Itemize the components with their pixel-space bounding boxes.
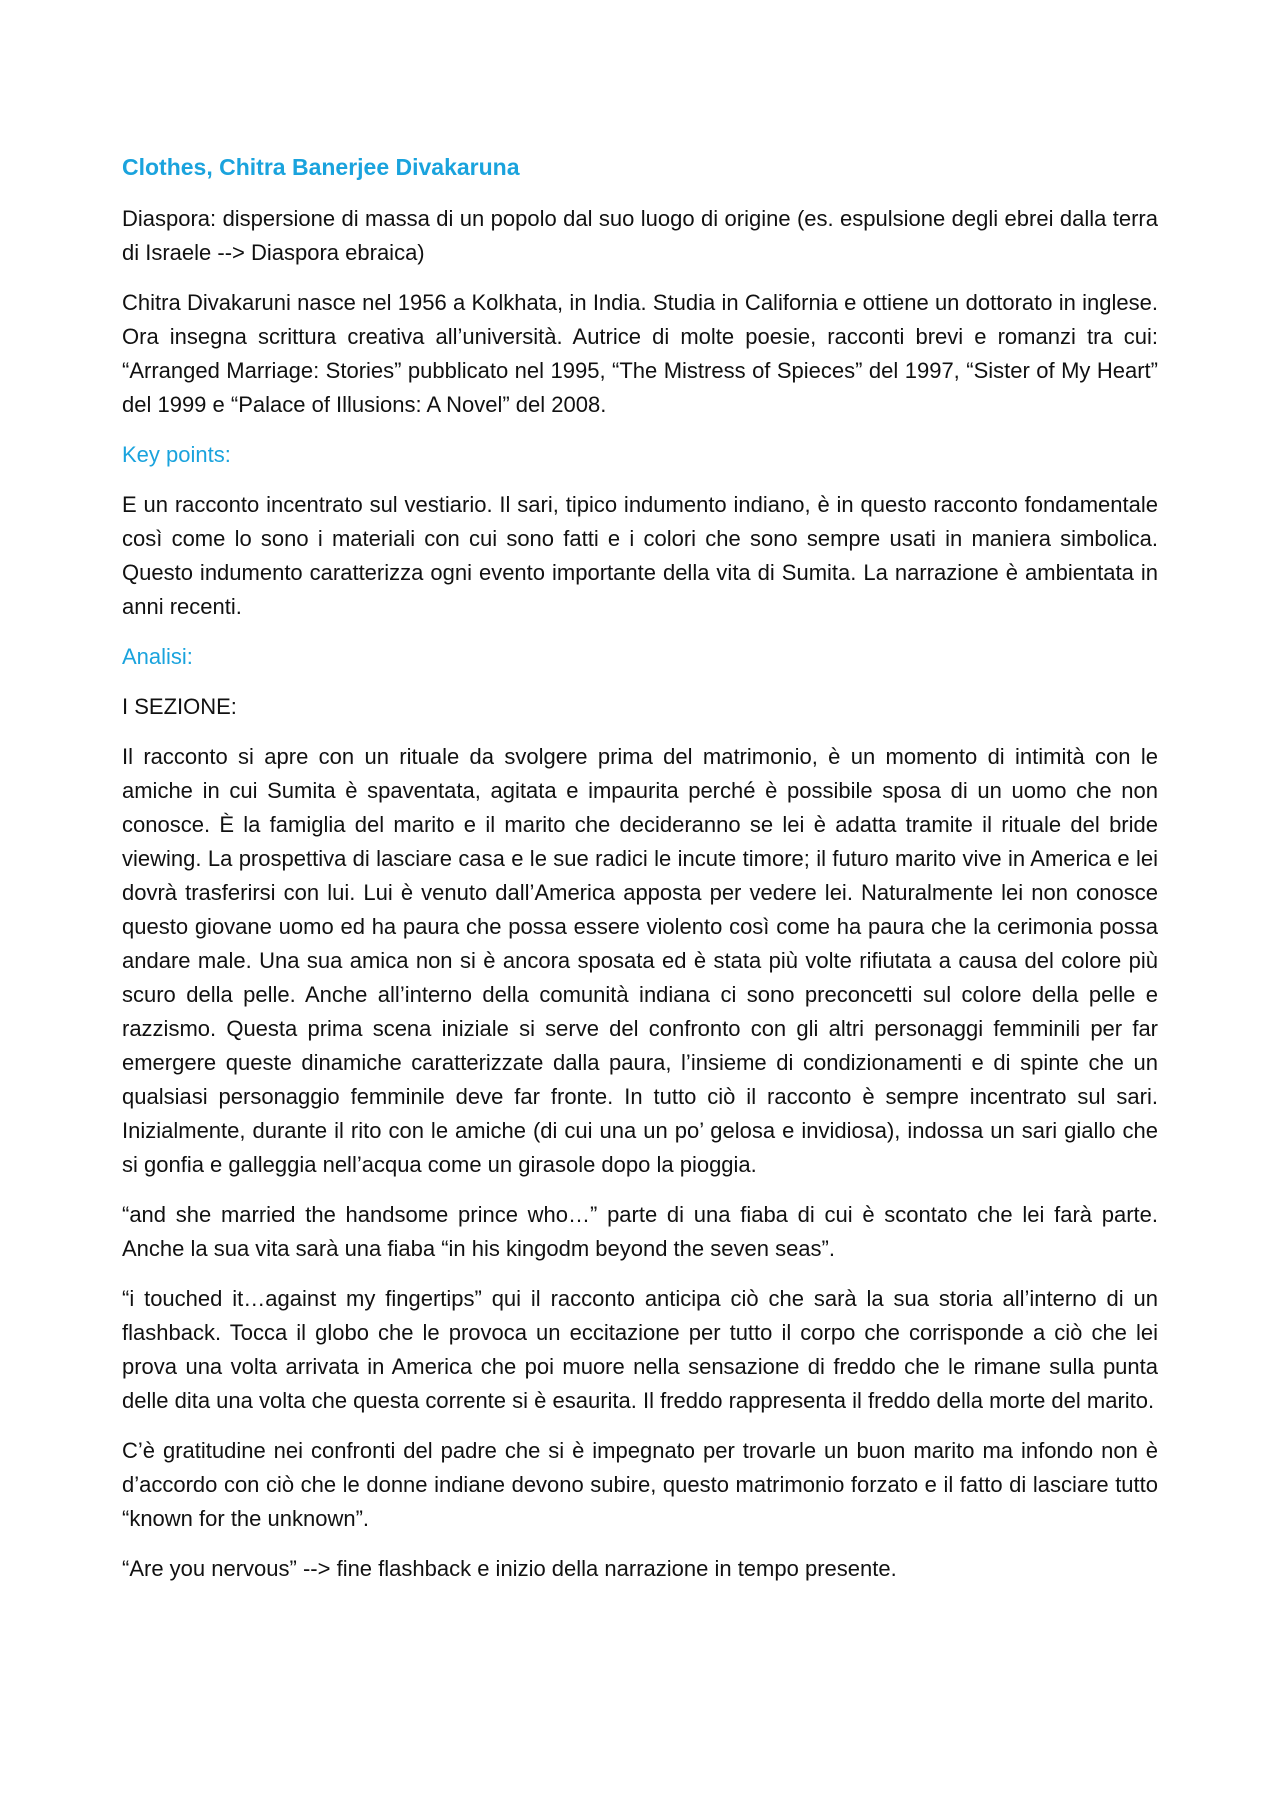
analysis-paragraph: Il racconto si apre con un rituale da svolgere prima del matrimonio, è un momento di intimità con le amiche in cui Sumita è spaventata, agitata e impaurita perché è possibile sposa di un uomo che non conosce. È la famiglia del marito e il marito che decideranno se lei è adatta tramite il rituale del bride viewing. La prospettiva di lasciare casa e le sue radici le incute timore; il futuro marito vive in America e lei dovrà trasferirsi con lui. Lui è venuto dall’America apposta per vedere lei. Naturalmente lei non conosce questo giovane uomo ed ha paura che possa essere violento così come ha paura che la cerimonia possa andare male. Una sua amica non si è ancora sposata ed è stata più volte rifiutata a causa del colore più scuro della pelle. Anche all’interno della comunità indiana ci sono preconcetti sul colore della pelle e razzismo. Questa prima scena iniziale si serve del confronto con gli altri personaggi femminili per far emergere queste dinamiche caratterizzate dalla paura, l’insieme di condizionamenti e di spinte che un qualsiasi personaggio femminile deve far fronte. In tutto ciò il racconto è sempre incentrato sul sari. Inizialmente, durante il rito con le amiche (di cui una un po’ gelosa e invidiosa), indossa un sari giallo che si gonfia e galleggia nell’acqua come un girasole dopo la pioggia.: [122, 744, 1158, 1177]
document-title: Clothes, Chitra Banerjee Divakaruna: [122, 154, 520, 180]
section-label: I SEZIONE:: [122, 694, 237, 719]
analysis-paragraph: C’è gratitudine nei confronti del padre che si è impegnato per trovarle un buon marito ma infondo non è d’accordo con ciò che le donne indiane devono subire, questo matrimonio forzato e il fatto di lasciare tutto “known for the unknown”.: [122, 1438, 1158, 1531]
analysis-heading: Analisi:: [122, 644, 193, 669]
analysis-paragraph: “Are you nervous” --> fine flashback e inizio della narrazione in tempo presente.: [122, 1556, 897, 1581]
analysis-paragraph: “and she married the handsome prince who…” parte di una fiaba di cui è scontato che lei farà parte. Anche la sua vita sarà una fiaba “in his kingodm beyond the seven seas”.: [122, 1202, 1158, 1261]
key-points-heading: Key points:: [122, 442, 231, 467]
diaspora-definition-paragraph: Diaspora: dispersione di massa di un popolo dal suo luogo di origine (es. espulsione degli ebrei dalla terra di Israele --> Diaspora ebraica): [122, 206, 1158, 265]
analysis-paragraph: “i touched it…against my fingertips” qui il racconto anticipa ciò che sarà la sua storia all’interno di un flashback. Tocca il globo che le provoca un eccitazione per tutto il corpo che corrisponde a ciò che lei prova una volta arrivata in America che poi muore nella sensazione di freddo che le rimane sulla punta delle dita una volta che questa corrente si è esaurita. Il freddo rappresenta il freddo della morte del marito.: [122, 1286, 1158, 1413]
author-bio-paragraph: Chitra Divakaruni nasce nel 1956 a Kolkhata, in India. Studia in California e ottiene un dottorato in inglese. Ora insegna scrittura creativa all’università. Autrice di molte poesie, racconti brevi e romanzi tra cui: “Arranged Marriage: Stories” pubblicato nel 1995, “The Mistress of Spieces” del 1997, “Sister of My Heart” del 1999 e “Palace of Illusions: A Novel” del 2008.: [122, 290, 1158, 417]
document-page: [122, 150, 1158, 1602]
key-points-paragraph: E un racconto incentrato sul vestiario. Il sari, tipico indumento indiano, è in questo racconto fondamentale così come lo sono i materiali con cui sono fatti e i colori che sono sempre usati in maniera simbolica. Questo indumento caratterizza ogni evento importante della vita di Sumita. La narrazione è ambientata in anni recenti.: [122, 492, 1158, 619]
